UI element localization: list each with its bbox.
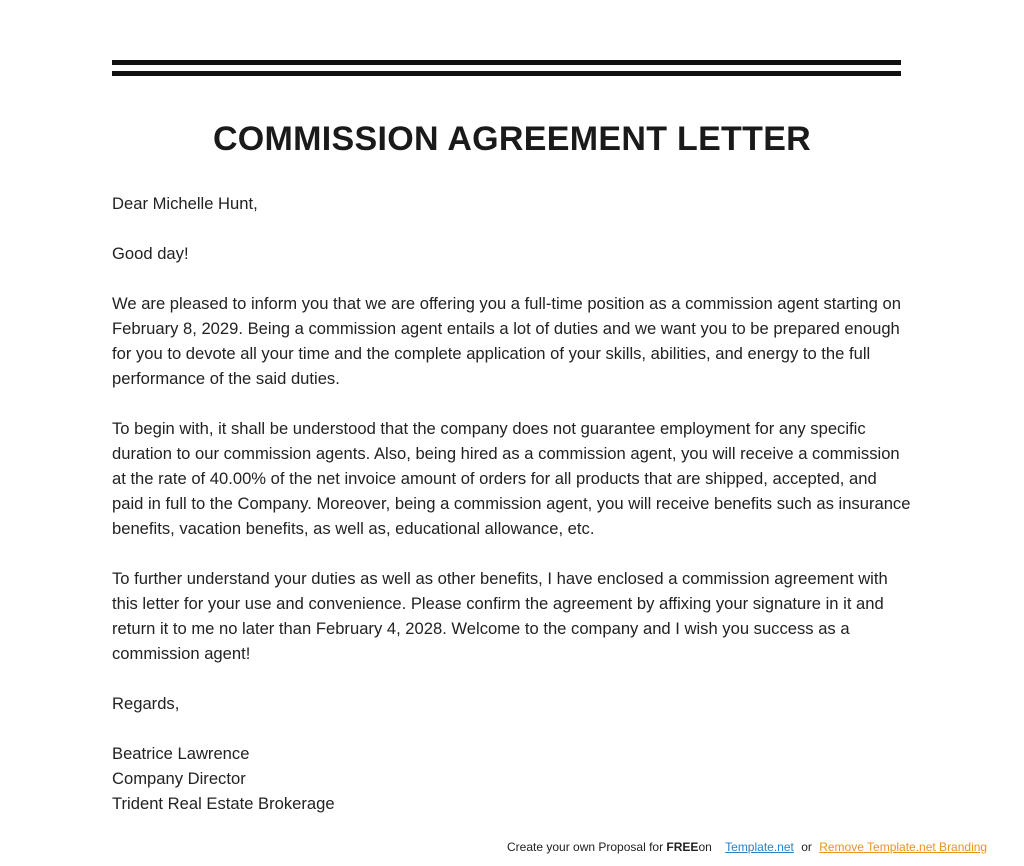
footer-free: FREE	[666, 840, 699, 854]
signature-company: Trident Real Estate Brokerage	[112, 794, 335, 813]
header-rule-top	[112, 60, 901, 65]
signature-title: Company Director	[112, 769, 246, 788]
document-title: COMMISSION AGREEMENT LETTER	[212, 120, 812, 158]
body-paragraph: To further understand your duties as well as other benefits, I have enclosed a commission agreement with this letter for your use and convenience. Please confirm the agreement by affixing your signature in it and return it to me no later than February 4, 2028. Welcome to the company and I wish you success as a commission agent!	[112, 569, 888, 663]
template-net-link[interactable]: Template.net	[725, 840, 794, 854]
header-rule-bottom	[112, 71, 901, 76]
signature-name: Beatrice Lawrence	[112, 744, 250, 763]
body-paragraph: To begin with, it shall be understood that the company does not guarantee employment for any specific duration to our commission agents. Also, being hired as a commission agent, you will receive a commission at the rate of 40.00% of the net invoice amount of orders for all products that are shipped, accepted, and paid in full to the Company. Moreover, being a commission agent, you will receive benefits such as insurance benefits, vacation benefits, as well as, educational allowance, etc.	[112, 419, 911, 538]
footer-prefix: Create your own Proposal for	[507, 840, 664, 854]
greeting: Good day!	[112, 244, 189, 263]
template-footer	[507, 838, 987, 856]
footer-or: or	[801, 840, 812, 854]
footer-on: on	[698, 840, 712, 854]
remove-branding-link[interactable]: Remove Template.net Branding	[819, 840, 988, 854]
closing: Regards,	[112, 694, 180, 713]
salutation: Dear Michelle Hunt,	[112, 194, 258, 213]
body-paragraph: We are pleased to inform you that we are offering you a full-time position as a commission agent starting on February 8, 2029. Being a commission agent entails a lot of duties and we want you to be prepared enough for you to devote all your time and the complete application of your skills, abilities, and energy to the full performance of the said duties.	[112, 294, 901, 388]
